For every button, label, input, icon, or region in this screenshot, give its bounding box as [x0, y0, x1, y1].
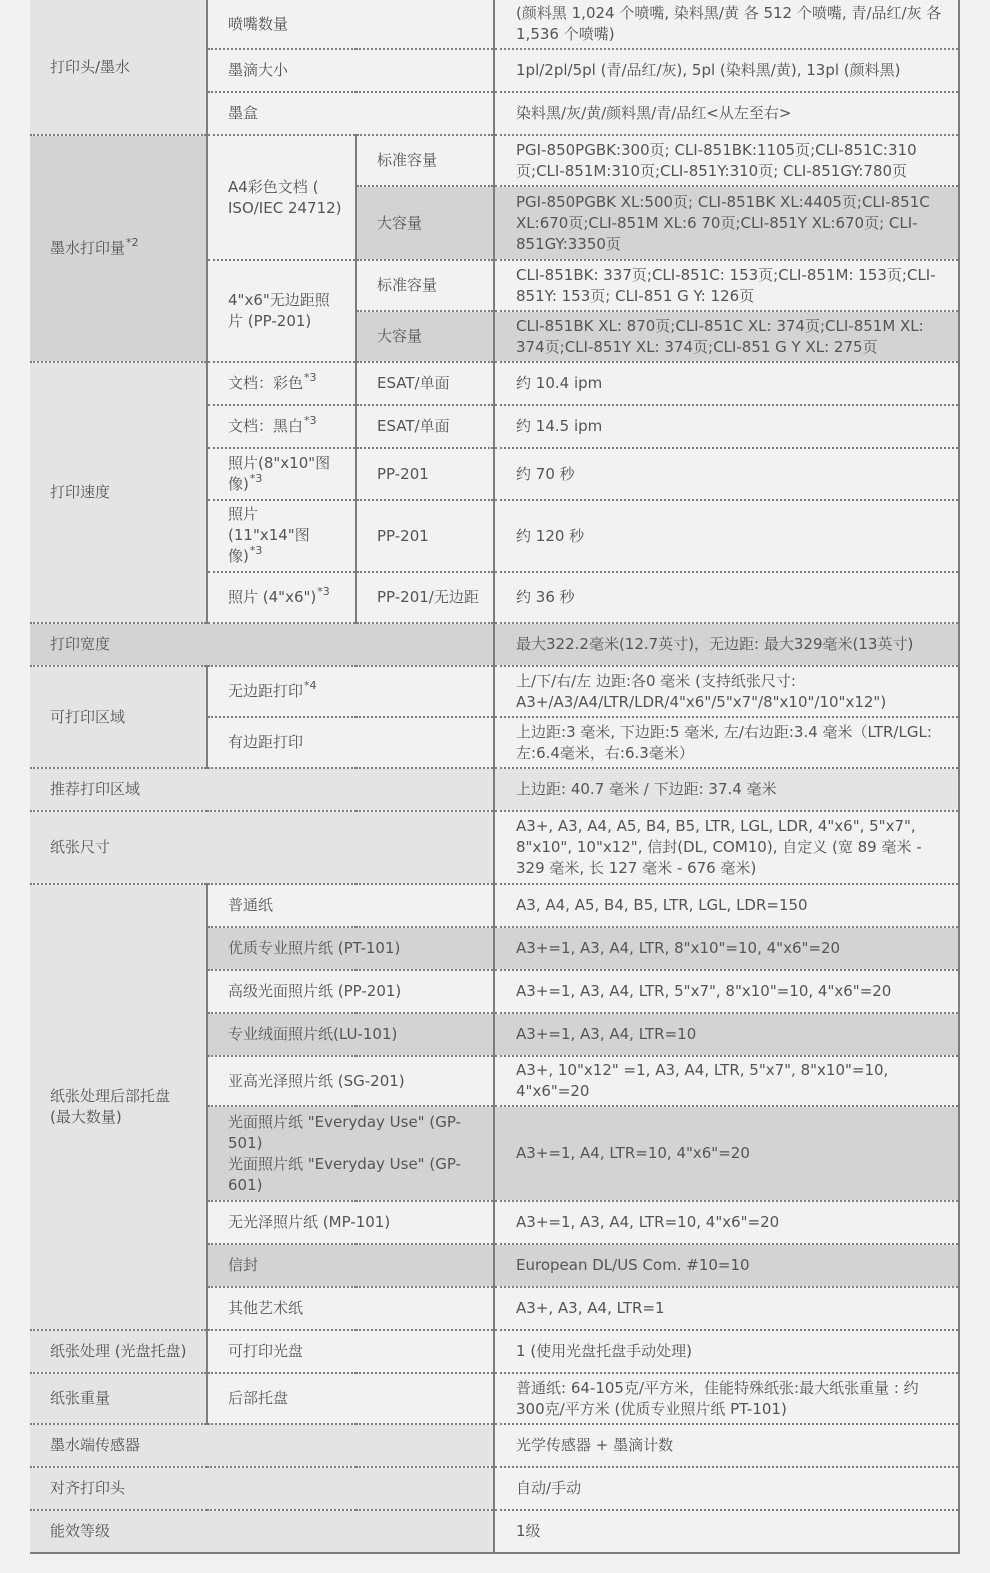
a4-xl-value: PGI-850PGBK XL:500页; CLI-851BK XL:4405页;CLI-851C XL:670页;CLI-851M XL:6 70页;CLI-851Y XL:670页; CLI-851GY:3350页	[494, 186, 959, 260]
printable-area-label: 可打印区域	[30, 666, 207, 768]
nozzles-label: 喷嘴数量	[207, 0, 494, 49]
speed-r2-value: 约 14.5 ipm	[494, 405, 959, 448]
paper-weight-sub-label: 后部托盘	[207, 1373, 494, 1424]
speed-r5-value: 约 36 秒	[494, 572, 959, 623]
a4-xl-label: 大容量	[356, 186, 494, 260]
bordered-value: 上边距:3 毫米, 下边距:5 毫米, 左/右边距:3.4 毫米（LTR/LGL: 左:6.4毫米，右:6.3毫米）	[494, 717, 959, 768]
rear-tray-item-value: A3+=1, A3, A4, LTR, 8"x10"=10, 4"x6"=20	[494, 927, 959, 970]
print-width-label: 打印宽度	[30, 623, 494, 666]
speed-r1-value: 约 10.4 ipm	[494, 362, 959, 405]
footnote-3: *3	[249, 471, 263, 485]
photo-yield-label: 4"x6"无边距照片 (PP-201)	[207, 260, 356, 362]
speed-r1-label: 文档：彩色$^{*3}$	[207, 362, 356, 405]
align-label: 对齐打印头	[30, 1467, 494, 1510]
rear-tray-item-name: 无光泽照片纸 (MP-101)	[207, 1201, 494, 1244]
footnote-3: *3	[304, 370, 317, 384]
borderless-label: 无边距打印$^{*4}$	[207, 666, 494, 717]
photo-std-value: CLI-851BK: 337页;CLI-851C: 153页;CLI-851M: 153页;CLI-851Y: 153页; CLI-851 G Y: 126页	[494, 260, 959, 311]
nozzles-value: (颜料黑 1,024 个喷嘴, 染料黑/黄 各 512 个喷嘴, 青/品红/灰 各 1,536 个喷嘴)	[494, 0, 959, 49]
paper-size-label: 纸张尺寸	[30, 811, 494, 884]
rear-tray-label: 纸张处理后部托盘 (最大数量)	[30, 884, 207, 1330]
bordered-label: 有边距打印	[207, 717, 494, 768]
speed-label: 打印速度	[30, 362, 207, 623]
speed-r2-label: 文档：黑白$^{*3}$	[207, 405, 356, 448]
footnote-2: *2	[126, 235, 139, 249]
paper-size-value: A3+, A3, A4, A5, B4, B5, LTR, LGL, LDR, 4"x6", 5"x7", 8"x10", 10"x12", 信封(DL, COM10), 自定义 (宽 89 毫米 - 329 毫米, 长 127 毫米 - 676 毫米)	[494, 811, 959, 884]
rear-tray-item-name: 专业绒面照片纸(LU-101)	[207, 1013, 494, 1056]
disc-tray-label: 纸张处理 (光盘托盘)	[30, 1330, 207, 1373]
footnote-3: *3	[304, 413, 317, 427]
speed-r1-mode: ESAT/单面	[356, 362, 494, 405]
cartridge-label: 墨盒	[207, 92, 494, 135]
rear-tray-item-value: A3, A4, A5, B4, B5, LTR, LGL, LDR=150	[494, 884, 959, 927]
rear-tray-item-name: 高级光面照片纸 (PP-201)	[207, 970, 494, 1013]
recommended-area-label: 推荐打印区域	[30, 768, 494, 811]
photo-std-label: 标准容量	[356, 260, 494, 311]
disc-tray-value: 1 (使用光盘托盘手动处理)	[494, 1330, 959, 1373]
rear-tray-item-value: A3+=1, A3, A4, LTR, 5"x7", 8"x10"=10, 4"x6"=20	[494, 970, 959, 1013]
paper-weight-value: 普通纸: 64-105克/平方米，佳能特殊纸张:最大纸张重量 : 约300克/平方米 (优质专业照片纸 PT-101)	[494, 1373, 959, 1424]
ink-yield-label: 墨水打印量$^{*2}$	[30, 135, 207, 362]
ink-sensor-value: 光学传感器 + 墨滴计数	[494, 1424, 959, 1467]
droplet-label: 墨滴大小	[207, 49, 494, 92]
footnote-4: *4	[304, 678, 317, 692]
speed-r4-value: 约 120 秒	[494, 500, 959, 572]
speed-r4-label: 照片 (11"x14"图像)$^{*3}$	[207, 500, 356, 572]
a4-doc-label: A4彩色文档 ( ISO/IEC 24712)	[207, 135, 356, 260]
rear-tray-item-name: 光面照片纸 "Everyday Use" (GP-501) 光面照片纸 "Everyday Use" (GP-601)	[207, 1106, 494, 1201]
align-value: 自动/手动	[494, 1467, 959, 1510]
photo-xl-value: CLI-851BK XL: 870页;CLI-851C XL: 374页;CLI-851M XL: 374页;CLI-851Y XL: 374页;CLI-851 G Y XL: 275页	[494, 311, 959, 362]
recommended-area-value: 上边距: 40.7 毫米 / 下边距: 37.4 毫米	[494, 768, 959, 811]
rear-tray-item-value: A3+, A3, A4, LTR=1	[494, 1287, 959, 1330]
spec-table	[30, 0, 960, 1554]
speed-r3-mode: PP-201	[356, 448, 494, 500]
footnote-3: *3	[249, 544, 263, 557]
energy-label: 能效等级	[30, 1510, 494, 1553]
rear-tray-item-value: A3+=1, A4, LTR=10, 4"x6"=20	[494, 1106, 959, 1201]
rear-tray-item-name: 普通纸	[207, 884, 494, 927]
speed-r4-mode: PP-201	[356, 500, 494, 572]
speed-r5-label: 照片 (4"x6")$^{*3}$	[207, 572, 356, 623]
footnote-3: *3	[317, 584, 330, 598]
borderless-value: 上/下/右/左 边距:各0 毫米 (支持纸张尺寸: A3+/A3/A4/LTR/LDR/4"x6"/5"x7"/8"x10"/10"x12")	[494, 666, 959, 717]
speed-r2-mode: ESAT/单面	[356, 405, 494, 448]
photo-xl-label: 大容量	[356, 311, 494, 362]
a4-std-label: 标准容量	[356, 135, 494, 186]
rear-tray-item-value: A3+=1, A3, A4, LTR=10, 4"x6"=20	[494, 1201, 959, 1244]
rear-tray-item-name: 优质专业照片纸 (PT-101)	[207, 927, 494, 970]
rear-tray-item-value: European DL/US Com. #10=10	[494, 1244, 959, 1287]
printhead-label: 打印头/墨水	[30, 0, 207, 135]
a4-std-value: PGI-850PGBK:300页; CLI-851BK:1105页;CLI-851C:310页;CLI-851M:310页;CLI-851Y:310页; CLI-851GY:780页	[494, 135, 959, 186]
rear-tray-item-value: A3+, 10"x12" =1, A3, A4, LTR, 5"x7", 8"x10"=10, 4"x6"=20	[494, 1056, 959, 1106]
rear-tray-item-name: 亚高光泽照片纸 (SG-201)	[207, 1056, 494, 1106]
ink-sensor-label: 墨水端传感器	[30, 1424, 494, 1467]
disc-tray-sub-label: 可打印光盘	[207, 1330, 494, 1373]
speed-r5-mode: PP-201/无边距	[356, 572, 494, 623]
energy-value: 1级	[494, 1510, 959, 1553]
speed-r3-label: 照片(8"x10"图像)$^{*3}$	[207, 448, 356, 500]
cartridge-value: 染料黑/灰/黄/颜料黑/青/品红<从左至右>	[494, 92, 959, 135]
rear-tray-item-value: A3+=1, A3, A4, LTR=10	[494, 1013, 959, 1056]
droplet-value: 1pl/2pl/5pl (青/品红/灰), 5pl (染料黑/黄), 13pl (颜料黑)	[494, 49, 959, 92]
rear-tray-item-name: 信封	[207, 1244, 494, 1287]
print-width-value: 最大322.2毫米(12.7英寸)，无边距: 最大329毫米(13英寸)	[494, 623, 959, 666]
speed-r3-value: 约 70 秒	[494, 448, 959, 500]
rear-tray-item-name: 其他艺术纸	[207, 1287, 494, 1330]
paper-weight-label: 纸张重量	[30, 1373, 207, 1424]
